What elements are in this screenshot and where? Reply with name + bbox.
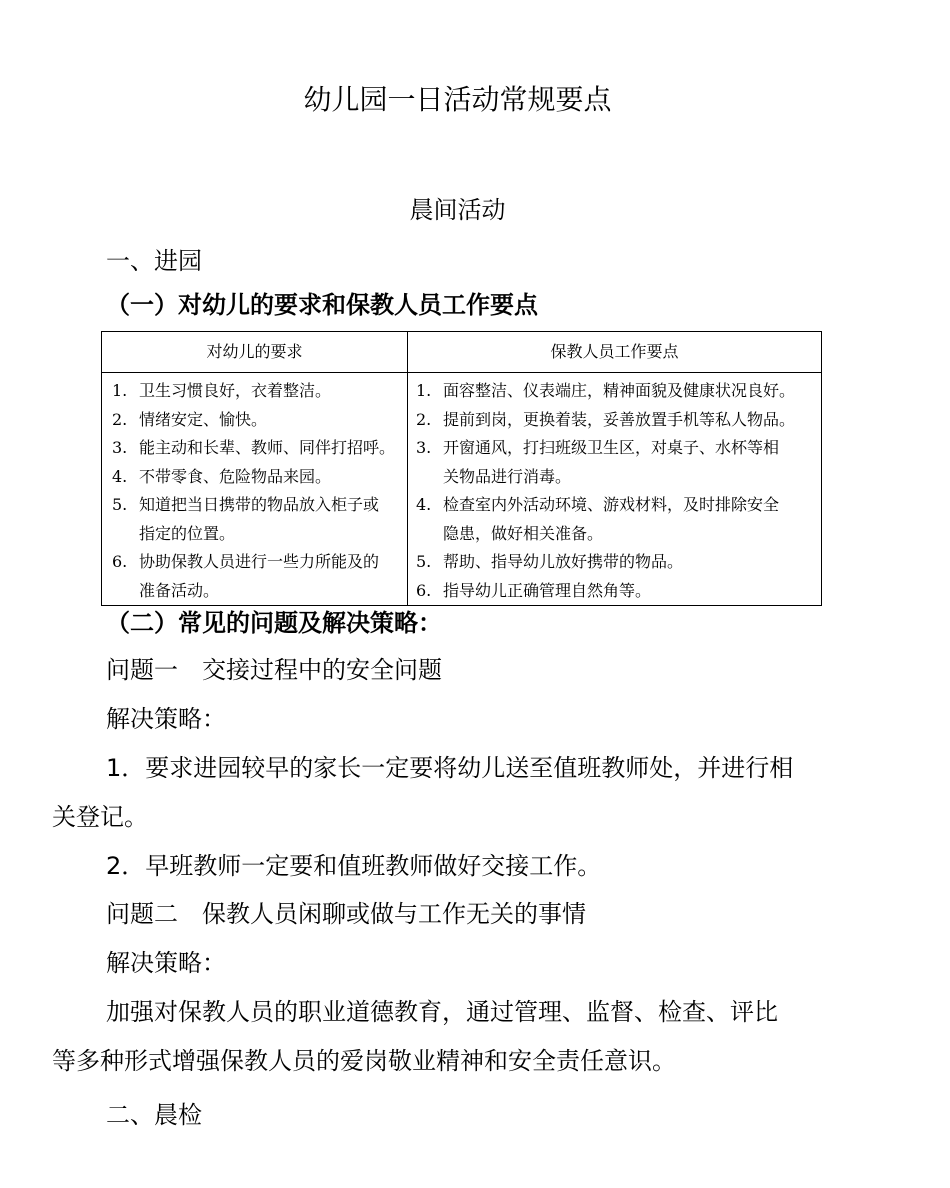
- strategy-paragraph-line: 加强对保教人员的职业道德教育，通过管理、监督、检查、评比: [106, 998, 778, 1026]
- list-item: [416, 577, 821, 606]
- list-item: [416, 548, 821, 577]
- page-title: 幼儿园一日活动常规要点: [303, 83, 612, 116]
- list-item-number: 1.: [112, 381, 128, 400]
- list-item-number: 6.: [416, 580, 432, 600]
- heading-morning-check: 二、晨检: [106, 1101, 202, 1129]
- table-header-children: 对幼儿的要求: [102, 332, 408, 373]
- list-item-text: 指导幼儿正确管理自然角等。: [443, 580, 652, 600]
- list-item-text: 检查室内外活动环境、游戏材料，及时排除安全 隐患，做好相关准备。: [443, 495, 780, 543]
- list-item-number: 3.: [112, 438, 128, 457]
- heading-entry: 一、进园: [106, 247, 202, 275]
- list-item: [112, 463, 407, 492]
- list-item-number: 5.: [416, 552, 432, 571]
- strategy-paragraph-line: 关登记。: [52, 803, 148, 831]
- staff-points-list: [408, 373, 821, 605]
- list-item-number: 4.: [112, 466, 128, 486]
- list-item-number: 2.: [416, 409, 432, 429]
- list-item-number: 5.: [112, 495, 128, 514]
- subheading-problems: （二）常见的问题及解决策略：: [106, 609, 442, 637]
- list-item-text: 帮助、指导幼儿放好携带的物品。: [443, 552, 684, 571]
- list-item-number: 3.: [416, 438, 432, 457]
- list-item: [112, 406, 407, 435]
- list-item: [416, 491, 821, 548]
- subheading-requirements: （一）对幼儿的要求和保教人员工作要点: [106, 291, 538, 319]
- staff-points-cell: [408, 373, 822, 606]
- list-item-text: 面容整洁、仪表端庄，精神面貌及健康状况良好。: [443, 381, 796, 400]
- list-item: [416, 377, 821, 406]
- strategy-paragraph: 2．早班教师一定要和值班教师做好交接工作。: [106, 852, 602, 880]
- list-item: [112, 377, 407, 406]
- table-header-staff: 保教人员工作要点: [408, 332, 822, 373]
- strategy-label: 解决策略：: [106, 705, 226, 733]
- list-item-number: 4.: [416, 495, 432, 514]
- section-title: 晨间活动: [409, 196, 506, 224]
- table-header-row: [102, 332, 822, 373]
- list-item-text: 开窗通风，打扫班级卫生区，对桌子、水杯等相 关物品进行消毒。: [443, 438, 780, 486]
- requirements-table: [101, 331, 822, 606]
- list-item-text: 情绪安定、愉快。: [139, 409, 268, 429]
- problem-two: 问题二 保教人员闲聊或做与工作无关的事情: [106, 900, 586, 928]
- list-item-text: 知道把当日携带的物品放入柜子或 指定的位置。: [139, 495, 380, 543]
- list-item-text: 不带零食、危险物品来园。: [139, 466, 332, 486]
- list-item: [112, 434, 407, 463]
- strategy-label: 解决策略：: [106, 949, 226, 977]
- table-row: [102, 373, 822, 606]
- list-item: [112, 548, 407, 605]
- list-item-number: 2.: [112, 409, 128, 429]
- strategy-paragraph-line: 等多种形式增强保教人员的爱岗敬业精神和安全责任意识。: [52, 1047, 676, 1075]
- list-item-text: 能主动和长辈、教师、同伴打招呼。: [139, 438, 396, 457]
- children-requirements-list: [102, 373, 407, 605]
- list-item-text: 提前到岗，更换着装，妥善放置手机等私人物品。: [443, 409, 796, 429]
- list-item-number: 6.: [112, 552, 128, 571]
- list-item-text: 卫生习惯良好，衣着整洁。: [139, 381, 332, 400]
- list-item: [416, 406, 821, 435]
- strategy-paragraph-line: 1．要求进园较早的家长一定要将幼儿送至值班教师处，并进行相: [106, 754, 794, 782]
- children-requirements-cell: [102, 373, 408, 606]
- list-item-text: 协助保教人员进行一些力所能及的 准备活动。: [139, 552, 380, 600]
- problem-one: 问题一 交接过程中的安全问题: [106, 656, 442, 684]
- list-item-number: 1.: [416, 381, 432, 400]
- list-item: [416, 434, 821, 491]
- list-item: [112, 491, 407, 548]
